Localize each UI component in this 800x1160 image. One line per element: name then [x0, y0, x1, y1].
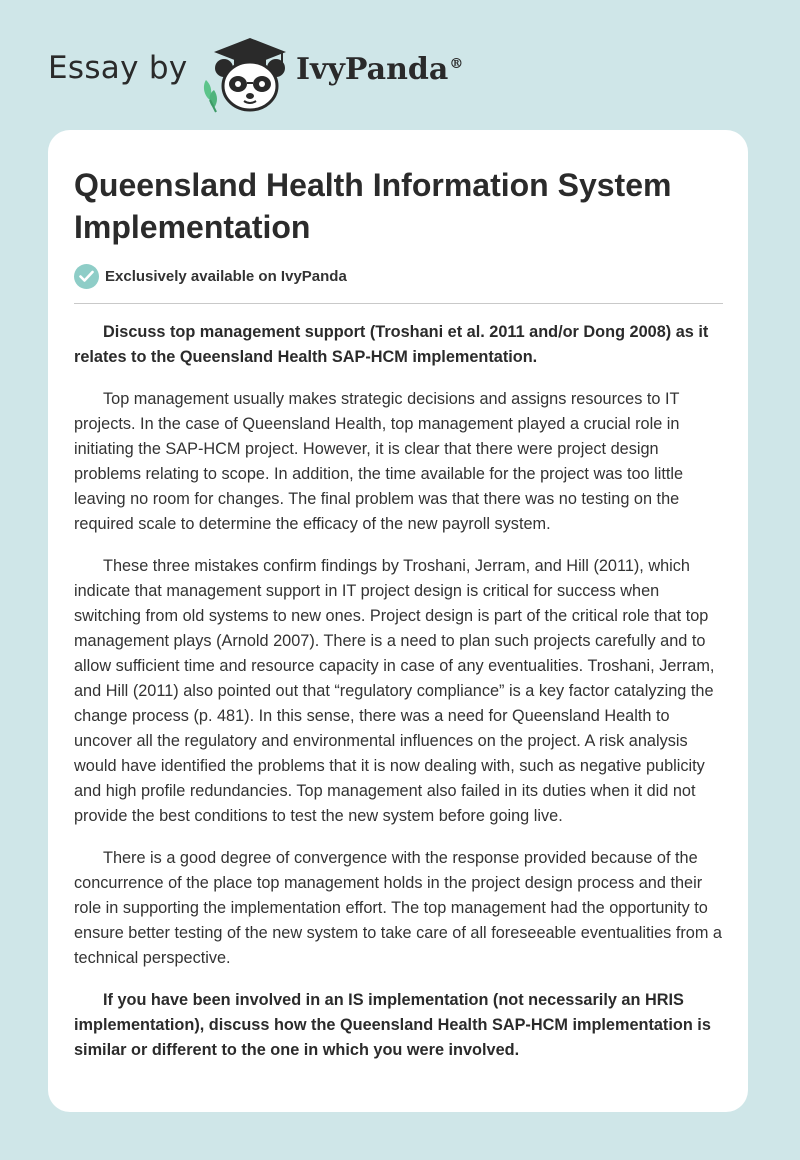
panda-graduate-logo-icon[interactable]: [200, 34, 294, 114]
check-circle-icon: [74, 264, 99, 289]
site-header: [0, 0, 800, 120]
body-paragraph: These three mistakes confirm findings by Troshani, Jerram, and Hill (2011), which indicate that management support in IT project design is critical for success when switching from old systems to new ones. Project design is part of the critical role that top management plays (Arnold 2007). There is a need to plan such projects carefully and to allow sufficient time and resource capacity in case of any eventualities. Troshani, Jerram, and Hill (2011) also pointed out that “regulatory compliance” is a key factor catalyzing the change process (p. 481). In this sense, there was a need for Queensland Health to uncover all the regulatory and environmental influences on the project. A risk analysis would have identified the problems that it is now dealing with, such as negative publicity and high profile redundancies. Top management also failed in its duties when it did not provide the best conditions to test the new system before going live.: [74, 557, 715, 825]
essay-card: [48, 130, 748, 1112]
exclusive-badge-label: Exclusively available on IvyPanda: [105, 267, 347, 285]
exclusive-badge: [74, 263, 347, 289]
question-paragraph: Discuss top management support (Troshani et al. 2011 and/or Dong 2008) as it relates to the Queensland Health SAP-HCM implementation.: [74, 323, 709, 366]
page-title: Queensland Health Information System Implementation: [74, 167, 672, 245]
essay-body: [74, 320, 726, 1080]
brand-name[interactable]: [296, 52, 463, 87]
question-paragraph: If you have been involved in an IS implementation (not necessarily an HRIS implementation), discuss how the Queensland Health SAP-HCM implementation is similar or different to the one in which you were involved.: [74, 991, 711, 1059]
body-paragraph: There is a good degree of convergence with the response provided because of the concurrence of the place top management holds in the project design process and their role in supporting the implementation effort. The top management had the opportunity to ensure better testing of the new system to take care of all foreseeable eventualities from a technical perspective.: [74, 849, 722, 967]
title-divider: [74, 303, 723, 304]
brand-name-text: IvyPanda: [296, 52, 449, 87]
registered-mark: ®: [449, 56, 464, 72]
body-paragraph: Top management usually makes strategic decisions and assigns resources to IT projects. In the case of Queensland Health, top management played a crucial role in initiating the SAP-HCM project. However, it is clear that there were project design problems relating to scope. In addition, the time available for the project was too little leaving no room for changes. The final problem was that there was no testing on the required scale to determine the efficacy of the new payroll system.: [74, 390, 684, 533]
essay-by-label: Essay by: [48, 50, 188, 86]
